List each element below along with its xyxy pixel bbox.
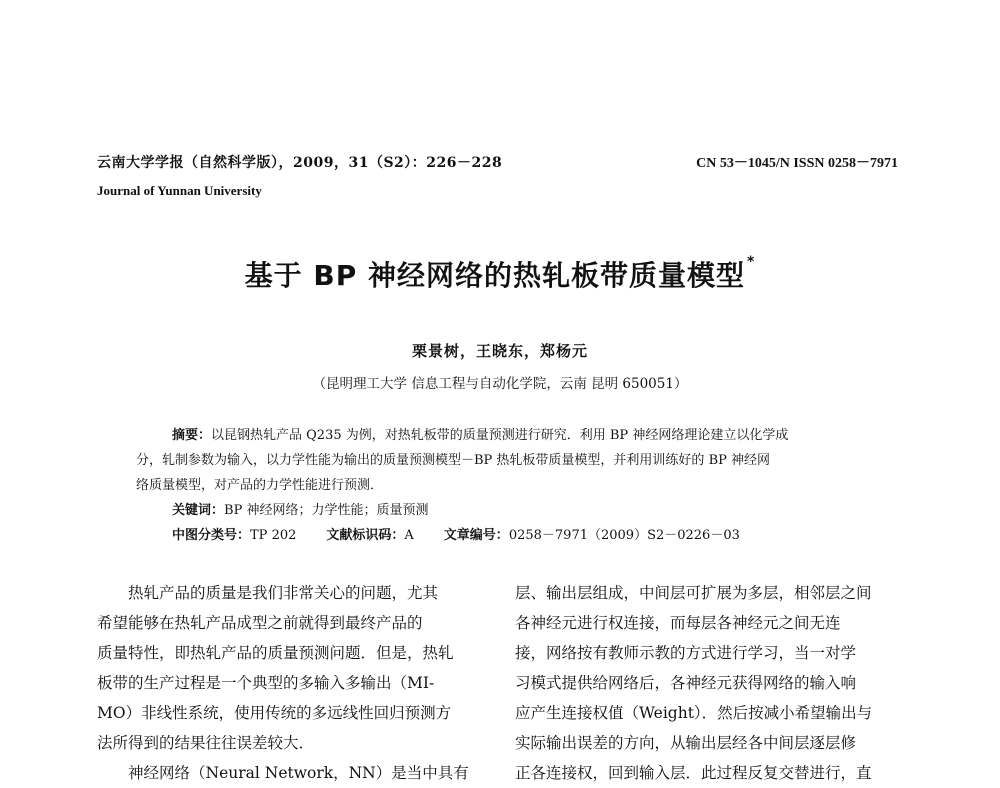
journal-issn: CN 53－1045/N ISSN 0258－7971 [696,156,898,171]
abstract-block [136,423,866,548]
body-line: 各神经元进行权连接，而每层各神经元之间无连 [515,614,841,632]
body-line: 实际输出误差的方向，从输出层经各中间层逐层修 [515,734,857,752]
body-line: 板带的生产过程是一个典型的多输入多输出（MI- [97,674,435,692]
clc-label: 中图分类号： [172,528,251,543]
journal-name-english: Journal of Yunnan University [97,183,262,198]
journal-citation: 云南大学学报（自然科学版），2009，31（S2）：226－228 [97,155,503,171]
body-line: 接，网络按有教师示教的方式进行学习，当一对学 [515,644,857,662]
paper-title [0,254,1000,294]
abstract-line: 摘要：以昆钢热轧产品 Q235 为例，对热轧板带的质量预测进行研究．利用 BP 神经网络理论建立以化学成 [172,428,789,443]
body-line: MO）非线性系统，使用传统的多远线性回归预测方 [97,704,452,722]
author-affiliation: （昆明理工大学 信息工程与自动化学院，云南 昆明 650051） [312,376,688,392]
abstract-label: 摘要： [172,428,212,443]
doc-code-label: 文献标识码： [326,528,405,543]
body-line: 神经网络（Neural Network，NN）是当中具有 [128,764,469,782]
paper-authors: 栗景树，王晓东，郑杨元 [411,342,588,360]
paper-title-text: 基于 BP 神经网络的热轧板带质量模型 [244,259,746,292]
abstract-line: 络质量模型，对产品的力学性能进行预测． [136,478,384,493]
body-columns [97,578,903,788]
body-line: 希望能够在热轧产品成型之前就得到最终产品的 [97,614,423,632]
article-number-value: 0258－7971（2009）S2－0226－03 [508,528,740,543]
body-column-right [515,578,903,788]
clc-value: TP 202 [250,528,297,543]
body-line: 法所得到的结果往往误差较大． [97,734,315,752]
body-column-left [97,578,485,788]
body-line: 正各连接权，回到输入层．此过程反复交替进行，直 [515,764,872,782]
abstract-line: 分，轧制参数为输入，以力学性能为输出的质量预测模型－BP 热轧板带质量模型，并利用训练好的 BP 神经网 [136,453,770,468]
body-line: 应产生连接权值（Weight）．然后按减小希望输出与 [515,704,873,722]
body-line: 习模式提供给网络后，各神经元获得网络的输入响 [515,674,857,692]
keywords-label: 关键词： [172,503,225,518]
article-number-label: 文章编号： [443,528,509,543]
keywords-value: BP 神经网络；力学性能；质量预测 [224,503,429,518]
keywords-line [136,498,866,523]
title-footnote-mark: * [747,254,756,270]
body-line: 质量特性，即热轧产品的质量预测问题．但是，热轧 [97,644,454,662]
doc-code-value: A [404,528,414,543]
body-line: 热轧产品的质量是我们非常关心的问题，尤其 [128,584,439,602]
body-line: 层、输出层组成，中间层可扩展为多层，相邻层之间 [515,584,872,602]
classification-line [136,523,866,548]
